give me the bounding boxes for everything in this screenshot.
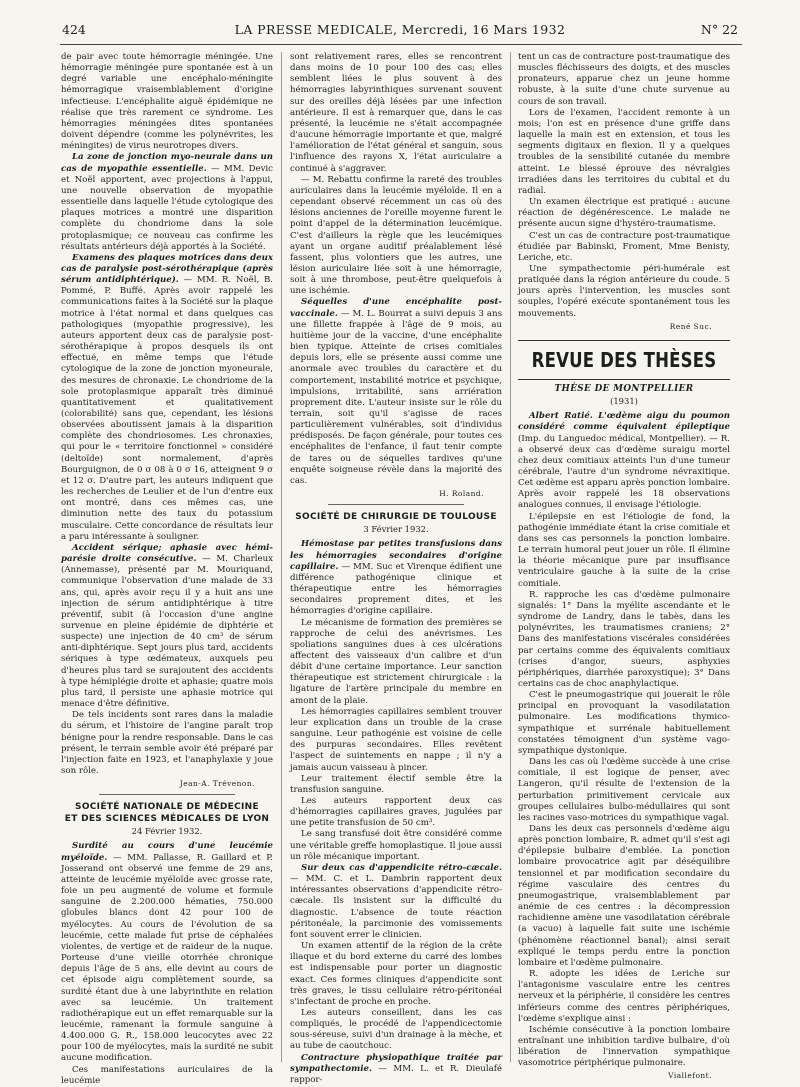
paragraph: Les auteurs rapportent deux cas d'hémorragies capillaires graves, jugulées par une petite transfusion de 50 cm³. [290, 796, 502, 829]
article [290, 1053, 502, 1086]
article-text: — M. Charleux (Annemasse), présenté par M. Mouriquand, communique l'observation d'une malade de 33 ans, qui, après avoir reçu il y a huit ans une injection de sérum antidiphtérique à titre préventif, subit (à l'occasion d'une angine survenue en pleine épidémie de diphtérie et suspecte) une injection de 40 cm³ de sérum anti-diphtérique. Sept jours plus tard, accidents sériques à type œdémateux, auxquels peu d'heures plus tard se surajoutent des accidents à type hémiplégie droite et aphasie; quatre mois plus tard, il persiste une aphasie motrice qui menace d'être définitive. [61, 554, 273, 710]
article-text: — MM. L. et R. Dieulafé rappor- [290, 1063, 502, 1085]
author-signature: Jean-A. Trévenon. [179, 779, 255, 789]
section-rule [328, 504, 464, 505]
column-divider [510, 52, 511, 1062]
session-date: 24 Février 1932. [131, 826, 203, 837]
paragraph: tent un cas de contracture post-traumatique des muscles fléchisseurs des doigts, et des muscles pronateurs, apparue chez un jeune homme robuste, à la suite d'une chute survenue au cours de son travail. [518, 52, 730, 107]
paragraph: R. adopte les idées de Leriche sur l'antagonisme vasculaire entre les centres nerveux et la périphérie, il considère les centres inférieurs comme des centres périphériques, l'œdème s'explique ainsi : [518, 969, 730, 1024]
section-rule [99, 794, 235, 795]
column-divider [281, 52, 282, 1062]
thesis-year: (1931) [610, 396, 638, 407]
column-2 [290, 52, 502, 1086]
society-heading [61, 801, 273, 825]
paragraph: Ces manifestations auriculaires de la leucémie [61, 1064, 273, 1086]
article [61, 841, 273, 1064]
paragraph: Un examen électrique est pratiqué : aucune réaction de dégénérescence. Le malade ne présente aucun signe d'hystéro-traumatisme. [518, 197, 730, 230]
paragraph: Leur traitement électif semble être la transfusion sanguine. [290, 773, 502, 795]
article-title: Sur deux cas d'appendicite rétro-cæcale. [301, 862, 502, 873]
article-text: — MM. Suc et Virenque édifient une différence pathogénique clinique et thérapeutique entre les hémorragies secondaires proprement dites, et les hémorragies d'origine capillaire. [290, 561, 503, 617]
paragraph: Dans les cas où l'œdème succède à une crise comitiale, il est logique de penser, avec Langeron, qu'il résulte de l'extension de la perturbation primitivement cervicale aux groupes cellulaires bulbo-médullaires qui sont les racines vaso-motrices du sympathique vagal. [518, 757, 730, 823]
article [518, 411, 730, 511]
article-title: Examens des plaques motrices dans deux cas de paralysie post-sérothérapique (après sérum antidiphtérique). [61, 252, 273, 286]
paragraph: sont relativement rares, elles se rencontrent dans moins de 10 pour 100 des cas; elles semblent liées le plus souvent à des hémorragies labyrinthiques survenant souvent sur des oreilles déjà lésées par une infection antérieure. Il est à remarquer que, dans le cas présenté, la leucémie ne s'était accompagnée d'aucune hémorragie importante et que, malgré l'amélioration de l'état général et sanguin, sous l'influence des rayons X, l'état auriculaire a continué à s'aggraver. [290, 52, 502, 174]
journal-title: LA PRESSE MEDICALE, Mercredi, 16 Mars 1932 [234, 22, 566, 37]
page-header [62, 20, 738, 40]
society-heading-line: SOCIÉTÉ NATIONALE DE MÉDECINE [75, 802, 259, 813]
paragraph: Le sang transfusé doit être considéré comme une véritable greffe homoplastique. Il joue aussi un rôle mécanique important. [290, 829, 502, 862]
session-date: 3 Février 1932. [363, 524, 429, 535]
article-title: Accident sérique; aphasie avec hémi-parésie droite consécutive. [61, 542, 273, 565]
section-rule [518, 379, 730, 380]
issue-number: N° 22 [700, 22, 738, 37]
paragraph: Les auteurs conseillent, dans les cas compliqués, le procédé de l'appendicectomie sous-séreuse, suivi d'un drainage à la mèche, et au tube de caoutchouc. [290, 1007, 502, 1052]
paragraph: C'est le pneumogastrique qui jouerait le rôle principal en provoquant la vasodilatation pulmonaire. Les modifications thymico-sympathique et surrénale habituellement constatées témoignent d'un système vago-sympathique dystonique. [518, 690, 730, 756]
section-heading: REVUE DES THÈSES [531, 347, 717, 372]
paragraph: de pair avec toute hémorragie méningée. Une hémorragie méningée pure spontanée est à un degré variable une encéphalo-méningite hémorragique vraisemblablement d'origine infectieuse. L'encéphalite aiguë épidémique ne réalise que très rarement ce syndrome. Les hémorragies méningées dites spontanées doivent dépendre (comme les polynévrites, les méningites) de virus neurotropes divers. [61, 52, 273, 152]
paragraph: Dans les deux cas personnels d'œdème aigu après ponction lombaire, R. admet qu'il s'est agi d'épilepsie bulbaire d'emblée. La ponction lombaire provocatrice agit par déséquilibre tensionnel et par modification secondaire du régime vasculaire des centres du pneumogastrique, vraisemblablement par anémie de ces centres : la décompression rachidienne amène une vasodilatation cérébrale (a vacuo) à laquelle fait suite une ischémie (phénomène réactionnel banal); ainsi serait expliqué le temps perdu entre la ponction lombaire et l'œdème pulmonaire. [518, 824, 730, 968]
paragraph: Un examen attentif de la région de la crête iliaque et du bord externe du carré des lombes est indispensable pour porter un diagnostic exact. Ces formes cliniques d'appendicite sont très graves, le tissu cellulaire rétro-péritonéal s'infectant de proche en proche. [290, 941, 502, 1007]
paragraph: R. rapproche les cas d'œdème pulmonaire signalés: 1° Dans la myélite ascendante et le syndrome de Landry, dans le tabès, dans les polynévrites, les traumatismes craniens; 2° Dans des manifestations viscérales considérées par certains comme des équivalents comitiaux (crises d'angor, sueurs, asphyxies périphériques, diarrhée paroxystique); 3° Dans certains cas de choc anaphylactique. [518, 589, 730, 689]
article-text: — MM. Devic et Noël apportent, avec projections à l'appui, une nouvelle observation de myopathie essentielle dans laquelle l'étude cytologique des plaques motrices a montré une disparition complète du chondriome dans la sole protoplasmique; ce nouveau cas confirme les résultats antérieurs déjà apportés à la Société. [61, 163, 273, 252]
article-text: — MM. C. et L. Dambrin rapportent deux intéressantes observations d'appendicite rétro-cæcale. Ils insistent sur la difficulté du diagnostic. L'absence de toute réaction péritonéale, la parcimonie des vomissements font souvent errer le clinicien. [290, 874, 502, 940]
article [61, 253, 273, 543]
paragraph: Le mécanisme de formation des premières se rapproche de celui des anévrismes. Les spoliations sanguines dues à ces ulcérations affectent des vaisseaux d'un calibre et d'un débit d'une certaine importance. Leur sanction thérapeutique est strictement chirurgicale : la ligature de l'artère principale du membre en amont de la plaie. [290, 617, 502, 706]
society-heading: SOCIÉTÉ DE CHIRURGIE DE TOULOUSE [295, 512, 497, 523]
author-signature: René Suc. [669, 321, 712, 331]
author-signature: H. Roland. [439, 489, 484, 499]
article-title: Séquelles d'une encéphalite post-vaccinale. [290, 297, 502, 319]
article-text: (Imp. du Languedoc médical, Montpellier). — R. a observé deux cas d'œdème suraigu mortel chez deux comitiaux atteints l'un d'une tumeur cérébrale, l'autre d'un syndrome névraxitique. Cet œdème est apparu après ponction lombaire. Après avoir rappelé les 18 observations analogues connues, il envisage l'étiologie. [518, 433, 730, 511]
article [290, 539, 502, 617]
paragraph: L'épilepsie en est l'étiologie de fond, la pathogénie immédiate étant la crise comitiale et dans ses cas personnels la ponction lombaire. Le terrain humoral peut jouer un rôle. Il élimine la théorie mécanique pure par insuffisance ventriculaire gauche à la suite de la crise comitiale. [518, 511, 730, 589]
column-3 [518, 52, 730, 1085]
article-title: Contracture physiopathique traitée par sympathectomie. [290, 1052, 502, 1074]
article [290, 297, 502, 487]
paragraph: Lors de l'examen, l'accident remonte à un mois; l'on est en présence d'une griffe dans laquelle la main est en extension, et tous les segments digitaux en flexion. Il y a quelques troubles de la sensibilité cutanée du membre atteint. Le blessé éprouve des névralgies irradiées dans les territoires du cubital et du radial. [518, 107, 730, 196]
article-title: Hémostase par petites transfusions dans les hémorragies secondaires d'origine capillaire. [290, 539, 502, 572]
author-signature: Viallefont. [668, 1071, 712, 1081]
article-text: — M. L. Bourrat a suivi depuis 3 ans une fillette frappée à l'âge de 9 mois, au huitième jour de la vaccine, d'une encéphalite bien typique. Atteinte de crises comitiales depuis lors, elle se présente aussi comme une anormale avec troubles du caractère et du comportement, instabilité motrice et psychique, impulsions, irritabilité, sans arriération proprement dite. L'auteur insiste sur le rôle du terrain, soit qu'il s'agisse de races particulièrement vulnérables, soit d'individus prédisposés. De façon générale, pour toutes ces encéphalites de l'enfance, il faut tenir compte de tares ou de séquelles tardives qu'une enquête soigneuse révèle dans la majorité des cas. [290, 308, 502, 486]
article-text: — MM. Pallasse, R. Gaillard et P. Josserand ont observé une femme de 29 ans, atteinte de leucémie myéloïde avec grosse rate, foie un peu augmenté de volume et formule sanguine de 2.200.000 hématies, 750.000 globules blancs dont 42 pour 100 de myélocytes. Au cours de l'évolution de sa leucémie, cette malade fut prise de céphalées violentes, de vertige et de raideur de la nuque. Porteuse d'une vieille otorrhée chronique depuis l'âge de 5 ans, elle devint au cours de cet épisode aigu complètement sourde, sa surdité étant due à une labyrinthite en relation avec sa leucémie. Un traitement radiothérapique eut un effet remarquable sur la leucémie, ramenant la formule sanguine à 4.400.000 G. R., 158.000 leucocytes avec 22 pour 100 de myélocytes, mais la surdité ne subit aucune modification. [61, 852, 274, 1064]
page-number: 424 [62, 22, 86, 37]
article-title: La zone de jonction myo-neurale dans un cas de myopathie essentielle. [61, 152, 273, 174]
article [61, 543, 273, 710]
paragraph: Une sympathectomie péri-humérale est pratiquée dans la région antérieure du coude. 5 jours après l'intervention, les muscles sont souples, l'opéré exécute spontanément tous les mouvements. [518, 263, 730, 319]
paragraph: — M. Rebattu confirme la rareté des troubles auriculaires dans la leucémie myéloïde. Il en a cependant observé récemment un cas où des lésions anciennes de l'oreille moyenne furent le point d'appel de la détermination leucémique. C'est d'ailleurs la règle que les leucémiques ayant un organe auditif préalablement lésé fassent, plus volontiers que les autres, une lésion auriculaire liée soit à une hémorragie, soit à une thrombose, peut-être quelquefois à une ischémie. [290, 174, 502, 297]
header-rule [60, 44, 742, 45]
paragraph: De tels incidents sont rares dans la maladie du sérum, et l'histoire de l'angine paraît trop bénigne pour la rendre responsable. Dans le cas présent, le terrain semble avoir été préparé par l'injection faite en 1923, et l'anaphylaxie y joue son rôle. [61, 710, 273, 776]
article-title: Surdité au cours d'une leucémie myéloïde. [61, 841, 273, 863]
article [290, 863, 502, 941]
paragraph: C'est un cas de contracture post-traumatique étudiée par Babinski, Froment, Mme Benisty, Leriche, etc. [518, 230, 730, 263]
paragraph: Ischémie consécutive à la ponction lombaire entraînant une inhibition tardive bulbaire, d'où libération de l'innervation sympathique vasomotrice périphérique pulmonaire. [518, 1024, 730, 1069]
article-text: — MM. R. Noël, B. Pommé, P. Buffé. Après avoir rappelé les communications faites à la Société sur la plaque motrice à l'état normal et dans quelques cas pathologiques (myopathie progressive), les auteurs apportent deux cas de paralysie post-sérothérapique à propos desquels ils ont effectué, en même temps que l'étude cytologique de la zone de jonction myoneurale, des mesures de chronaxie. Le chondriome de la sole protoplasmique apparaît très diminué quantitativement et qualitativement (colorabilité) sans que, cependant, les lésions observées aboutissent jamais à la disparition complète des chondriosomes. Les chronaxies, qui pour le « territoire fonctionnel » considéré (deltoïde) sont normalement, d'après Bourguignon, de 0 σ 08 à 0 σ 16, atteignent 9 σ et 12 σ. D'autre part, les auteurs indiquent que les recherches de Leulier et de l'un d'entre eux ont montré, dans ces mêmes cas, une diminution nette des taux du potassium musculaire. Cette concordance de résultats leur a paru intéressante à souligner. [61, 275, 273, 542]
column-1 [61, 52, 273, 1087]
article [61, 152, 273, 252]
thesis-heading: THÈSE DE MONTPELLIER [554, 383, 694, 394]
paragraph: Les hémorragies capillaires semblent trouver leur explication dans un trouble de la crase sanguine. Leur pathogénie est voisine de celle des purpuras secondaires. Elles revêtent l'aspect de suintements en nappe ; il n'y a jamais aucun vaisseau à pincer. [290, 706, 502, 773]
article-title: Albert Ratié. L'œdème aigu du poumon considéré comme équivalent épileptique [518, 411, 730, 433]
society-heading-line: ET DES SCIENCES MÉDICALES DE LYON [64, 814, 270, 825]
section-rule [518, 340, 730, 341]
